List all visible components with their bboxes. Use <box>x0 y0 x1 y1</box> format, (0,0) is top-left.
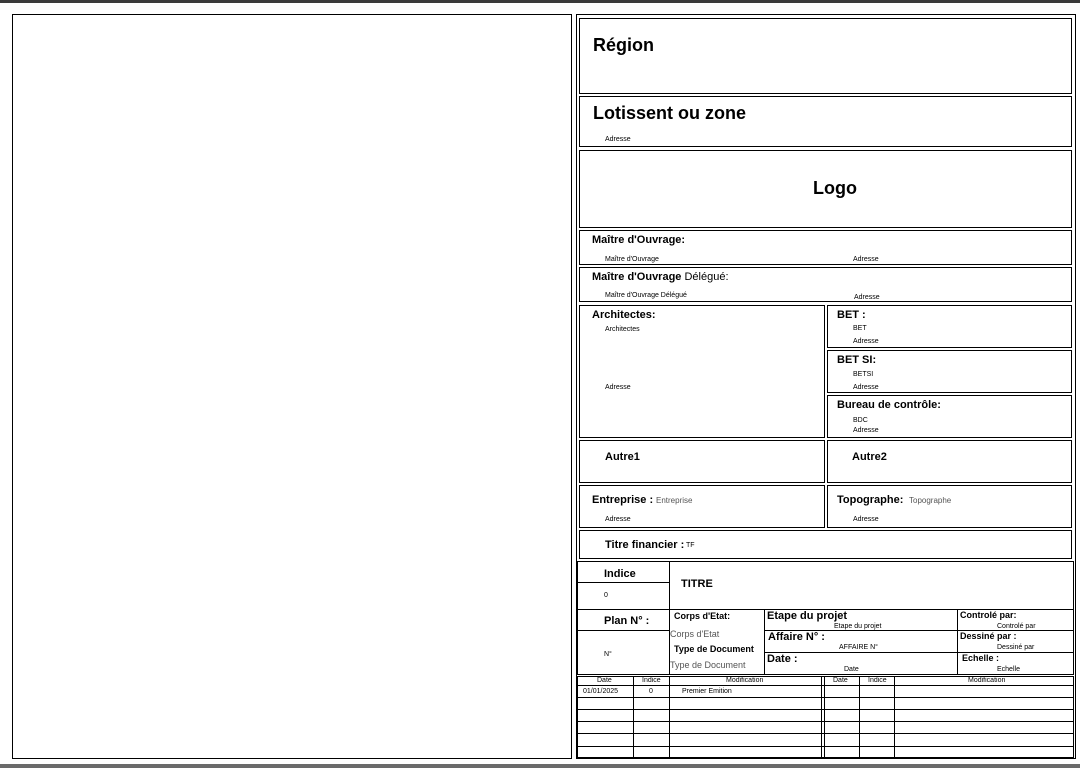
entreprise-name: Entreprise <box>656 496 693 505</box>
etape-value: Etape du projet <box>834 623 882 630</box>
indice-label: Indice <box>604 568 636 580</box>
revisions-header-modification-right: Modification <box>968 677 1006 684</box>
type-document-label: Type de Document <box>674 644 754 654</box>
plan-value: N° <box>604 651 612 658</box>
revisions-divider <box>824 676 825 758</box>
echelle-value: Echelle <box>997 666 1020 673</box>
maitre-ouvrage-title: Maître d'Ouvrage: <box>592 234 686 246</box>
cartouche-divider <box>669 561 670 675</box>
maitre-ouvrage-delegue-box <box>579 267 1072 302</box>
type-document-value: Type de Document <box>670 660 746 670</box>
revisions-divider <box>577 685 1074 686</box>
titre-label: TITRE <box>681 578 713 590</box>
maitre-ouvrage-delegue-name: Maître d'Ouvrage Délégué <box>605 292 687 299</box>
dessine-value: Dessiné par <box>997 644 1035 651</box>
logo-placeholder: Logo <box>813 178 857 198</box>
bureau-controle-address: Adresse <box>853 427 879 434</box>
bet-si-box <box>827 350 1072 393</box>
architectes-name: Architectes <box>605 326 640 333</box>
titre-financier-box <box>579 530 1072 559</box>
maitre-ouvrage-delegue-title-bold: Maître d'Ouvrage <box>592 271 682 283</box>
bet-si-title: BET SI: <box>837 354 877 366</box>
cartouche-divider <box>957 609 958 675</box>
corps-etat-value: Corps d'Etat <box>670 629 720 639</box>
revision-row-date: 01/01/2025 <box>583 688 619 695</box>
controle-label: Controlé par: <box>960 610 1017 620</box>
bet-name: BET <box>853 325 867 332</box>
revisions-divider <box>577 746 1074 747</box>
lotissement-box <box>579 96 1072 147</box>
revisions-divider <box>577 709 1074 710</box>
autre1-box <box>579 440 825 483</box>
autre2-box <box>827 440 1072 483</box>
echelle-label: Echelle : <box>962 653 1000 663</box>
revisions-divider <box>894 676 895 758</box>
affaire-label: Affaire N° : <box>768 631 825 643</box>
drawing-area <box>12 14 572 759</box>
revision-row-indice: 0 <box>649 688 653 695</box>
etape-label: Etape du projet <box>767 610 848 622</box>
revisions-divider <box>633 676 634 758</box>
logo-box <box>579 150 1072 228</box>
bet-title: BET : <box>837 309 866 321</box>
date-value: Date <box>844 666 859 673</box>
titre-financier-value: TF <box>686 542 695 549</box>
topographe-title: Topographe: <box>837 494 904 506</box>
lotissement-address: Adresse <box>605 136 631 143</box>
dessine-label: Dessiné par : <box>960 631 1017 641</box>
revisions-header-date-right: Date <box>833 677 848 684</box>
maitre-ouvrage-delegue-address: Adresse <box>854 294 880 301</box>
cartouche-divider <box>577 582 669 583</box>
revisions-header-date: Date <box>597 677 612 684</box>
revisions-header-indice-right: Indice <box>868 677 887 684</box>
lotissement-title: Lotissent ou zone <box>593 103 746 123</box>
affaire-value: AFFAIRE N° <box>839 644 878 651</box>
cartouche-divider <box>764 609 765 675</box>
autre2-label: Autre2 <box>852 451 887 463</box>
entreprise-title: Entreprise : <box>592 494 654 506</box>
revisions-header-modification: Modification <box>726 677 764 684</box>
entreprise-address: Adresse <box>605 516 631 523</box>
revisions-divider <box>821 676 822 758</box>
indice-value: 0 <box>604 592 608 599</box>
region-box <box>579 18 1072 94</box>
revisions-header-indice: Indice <box>642 677 661 684</box>
region-title: Région <box>593 35 654 55</box>
plan-label: Plan N° : <box>604 615 650 627</box>
corps-etat-label: Corps d'Etat: <box>674 611 731 621</box>
bet-box <box>827 305 1072 348</box>
topographe-address: Adresse <box>853 516 879 523</box>
revisions-divider <box>669 676 670 758</box>
bet-si-name: BETSI <box>853 371 874 378</box>
cartouche-divider <box>577 630 669 631</box>
bet-address: Adresse <box>853 338 879 345</box>
maitre-ouvrage-address: Adresse <box>853 256 879 263</box>
revisions-divider <box>577 733 1074 734</box>
entreprise-box <box>579 485 825 528</box>
topographe-name: Topographe <box>909 496 952 505</box>
date-label: Date : <box>767 653 798 665</box>
bureau-controle-name: BDC <box>853 417 868 424</box>
cartouche-divider <box>764 652 1074 653</box>
maitre-ouvrage-delegue-title <box>592 271 729 283</box>
architectes-title: Architectes: <box>592 309 656 321</box>
controle-value: Controlé par <box>997 623 1036 630</box>
maitre-ouvrage-name: Maître d'Ouvrage <box>605 256 659 263</box>
window-top-border <box>0 0 1080 3</box>
bureau-controle-title: Bureau de contrôle: <box>837 399 941 411</box>
revision-row-modification: Premier Emition <box>682 688 732 695</box>
maitre-ouvrage-box <box>579 230 1072 265</box>
architectes-address: Adresse <box>605 384 631 391</box>
maitre-ouvrage-delegue-title-normal: Délégué: <box>684 271 729 283</box>
revisions-divider <box>577 697 1074 698</box>
revisions-divider <box>577 721 1074 722</box>
topographe-box <box>827 485 1072 528</box>
bureau-controle-box <box>827 395 1072 438</box>
window-bottom-border <box>0 764 1080 768</box>
revisions-divider <box>859 676 860 758</box>
architectes-box <box>579 305 825 438</box>
titre-financier-title: Titre financier : <box>605 539 685 551</box>
bet-si-address: Adresse <box>853 384 879 391</box>
autre1-label: Autre1 <box>605 451 640 463</box>
